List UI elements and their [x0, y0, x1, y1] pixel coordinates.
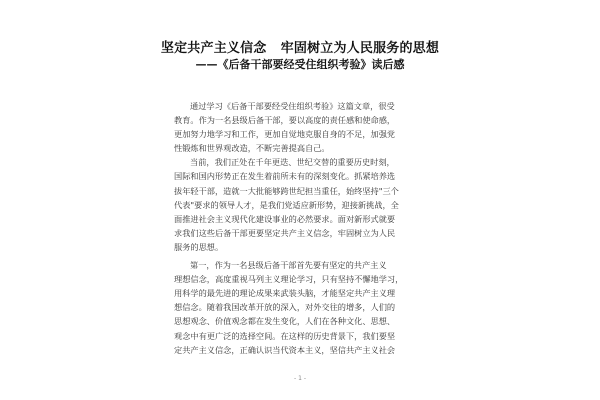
paragraph-line: 教育。作为一名县级后备干部，要以高度的责任感和使命感，	[174, 115, 396, 126]
document-subtitle: ——《后备干部要经受住组织考验》读后感	[195, 58, 405, 71]
paragraph-line: 更加努力地学习和工作，更加自觉地克服自身的不足，加强党	[174, 129, 396, 140]
paragraph-line: 面推进社会主义现代化建设事业的必然要求。面对新形式就要	[174, 213, 396, 224]
page-number: - 1 -	[294, 375, 306, 382]
paragraph-line: 求我们这些后备干部更要坚定共产主义信念，牢固树立为人民	[174, 227, 396, 238]
paragraph-line: 当前，我们正处在千年更迭、世纪交替的重要历史时刻，	[190, 157, 395, 168]
paragraph-line: 国际和国内形势正在发生着前所未有的深刻变化。抓紧培养选	[174, 171, 396, 182]
paragraph-line: 通过学习《后备干部要经受住组织考验》这篇文章，很受	[190, 101, 395, 111]
paragraph-line: 定共产主义信念，正确认识当代资本主义，坚信共产主义社会	[174, 344, 396, 355]
paragraph-line: 观念中有更广泛的选择空间。在这样的历史背景下，我们要坚	[174, 330, 396, 341]
paragraph-line: 第一，作为一名县级后备干部首先要有坚定的共产主义	[190, 260, 387, 271]
document-title: 坚定共产主义信念 牢固树立为人民服务的思想	[160, 41, 440, 56]
document-body	[174, 99, 426, 357]
paragraph-line: 服务的思想。	[174, 241, 224, 252]
paragraph-line: 思想观念、价值观念都在发生变化，人们在各种文化、思想、	[174, 316, 396, 327]
paragraph-line: 理想信念，高度重视马列主义理论学习，只有坚持不懈地学习，	[174, 274, 404, 285]
paragraph-line: 用科学的最先进的理论成果来武装头脑，才能坚定共产主义理	[174, 288, 396, 299]
paragraph-line: 想信念。随着我国改革开放的深入，对外交往的增多，人们的	[174, 302, 396, 313]
paragraph-line: 性锻炼和世界观改造，不断完善提高自己。	[174, 143, 330, 154]
paragraph-line: 代表"要求的领导人才，是我们党适应新形势，迎接新挑战，全	[174, 199, 399, 210]
paragraph-line: 拔年轻干部，造就一大批能够跨世纪担当重任，始终坚持"三个	[174, 185, 399, 196]
